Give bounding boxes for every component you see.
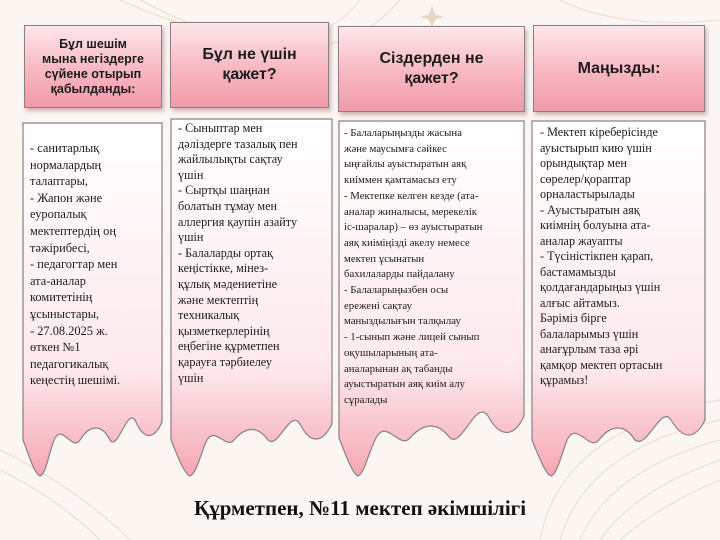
column-1-header — [24, 25, 162, 108]
column-2-body: - Сыныптар мен дәліздерге тазалық пен жайлылықты сақтау үшін - Сыртқы шаңнан болатын тұмау мен аллергия қаупін азайту үшін - Балаларды ортақ кеңістікке, мінез- құлық мәдениетіне және мектептің техникалық қызметкерлерінің еңбегіне құрметпен қарауға тәрбиелеу үшін — [178, 121, 298, 385]
column-2-title: Бұл не үшін қажет? — [202, 46, 297, 83]
column-4-header — [533, 25, 705, 112]
column-4-title: Маңызды: — [577, 59, 661, 77]
column-1-title: Бұл шешім мына негіздерге сүйене отырып қабылданды: — [42, 36, 144, 96]
footer-signature: Құрметпен, №11 мектеп әкімшілігі — [193, 496, 527, 520]
column-2-header — [170, 22, 329, 108]
column-1-body: - санитарлық нормалардың талаптары, - Жапон және еуропалық мектептердің оң тәжірибесі, - педагогтар мен ата-аналар комитетінің ұсыныстары, - 27.08.2025 ж. өткен №1 педагогикалық кеңестің шешімі. — [30, 141, 121, 388]
column-4-body: - Мектеп кіреберісінде ауыстырып кию үшін орындықтар мен сөрелер/қораптар орналастырылады - Ауыстыратын аяқ киімнің болуына ата- аналар жауапты - Түсіністікпен қарап, бастамамызды қолдағандарыңыз үшін алғыс айтамыз. Бәріміз бірге балаларымыз үшін анағұрлым таза әрі қамқор мектеп ортасын құрамыз! — [540, 125, 663, 387]
column-3-header — [338, 26, 525, 112]
column-3-title: Сіздерден не қажет? — [379, 50, 484, 87]
column-3-body: - Балаларыңызды жасына және маусымға сәйкес ыңғайлы ауыстыратын аяқ киіммен қамтамасыз ету - Мектепке келген кезде (ата- аналар жиналысы, мерекелік іс-шаралар) – өз ауыстыратын аяқ киіміңізді әкелу немесе мектеп ұсынатын бахилаларды пайдалану - Балаларыңызбен осы ережені сақтау маныздылығын талқылау - 1-сынып және лицей сынып оқушыларының ата- аналарынан ақ табанды ауыстыратын аяқ киім алу сұралады — [344, 127, 483, 406]
